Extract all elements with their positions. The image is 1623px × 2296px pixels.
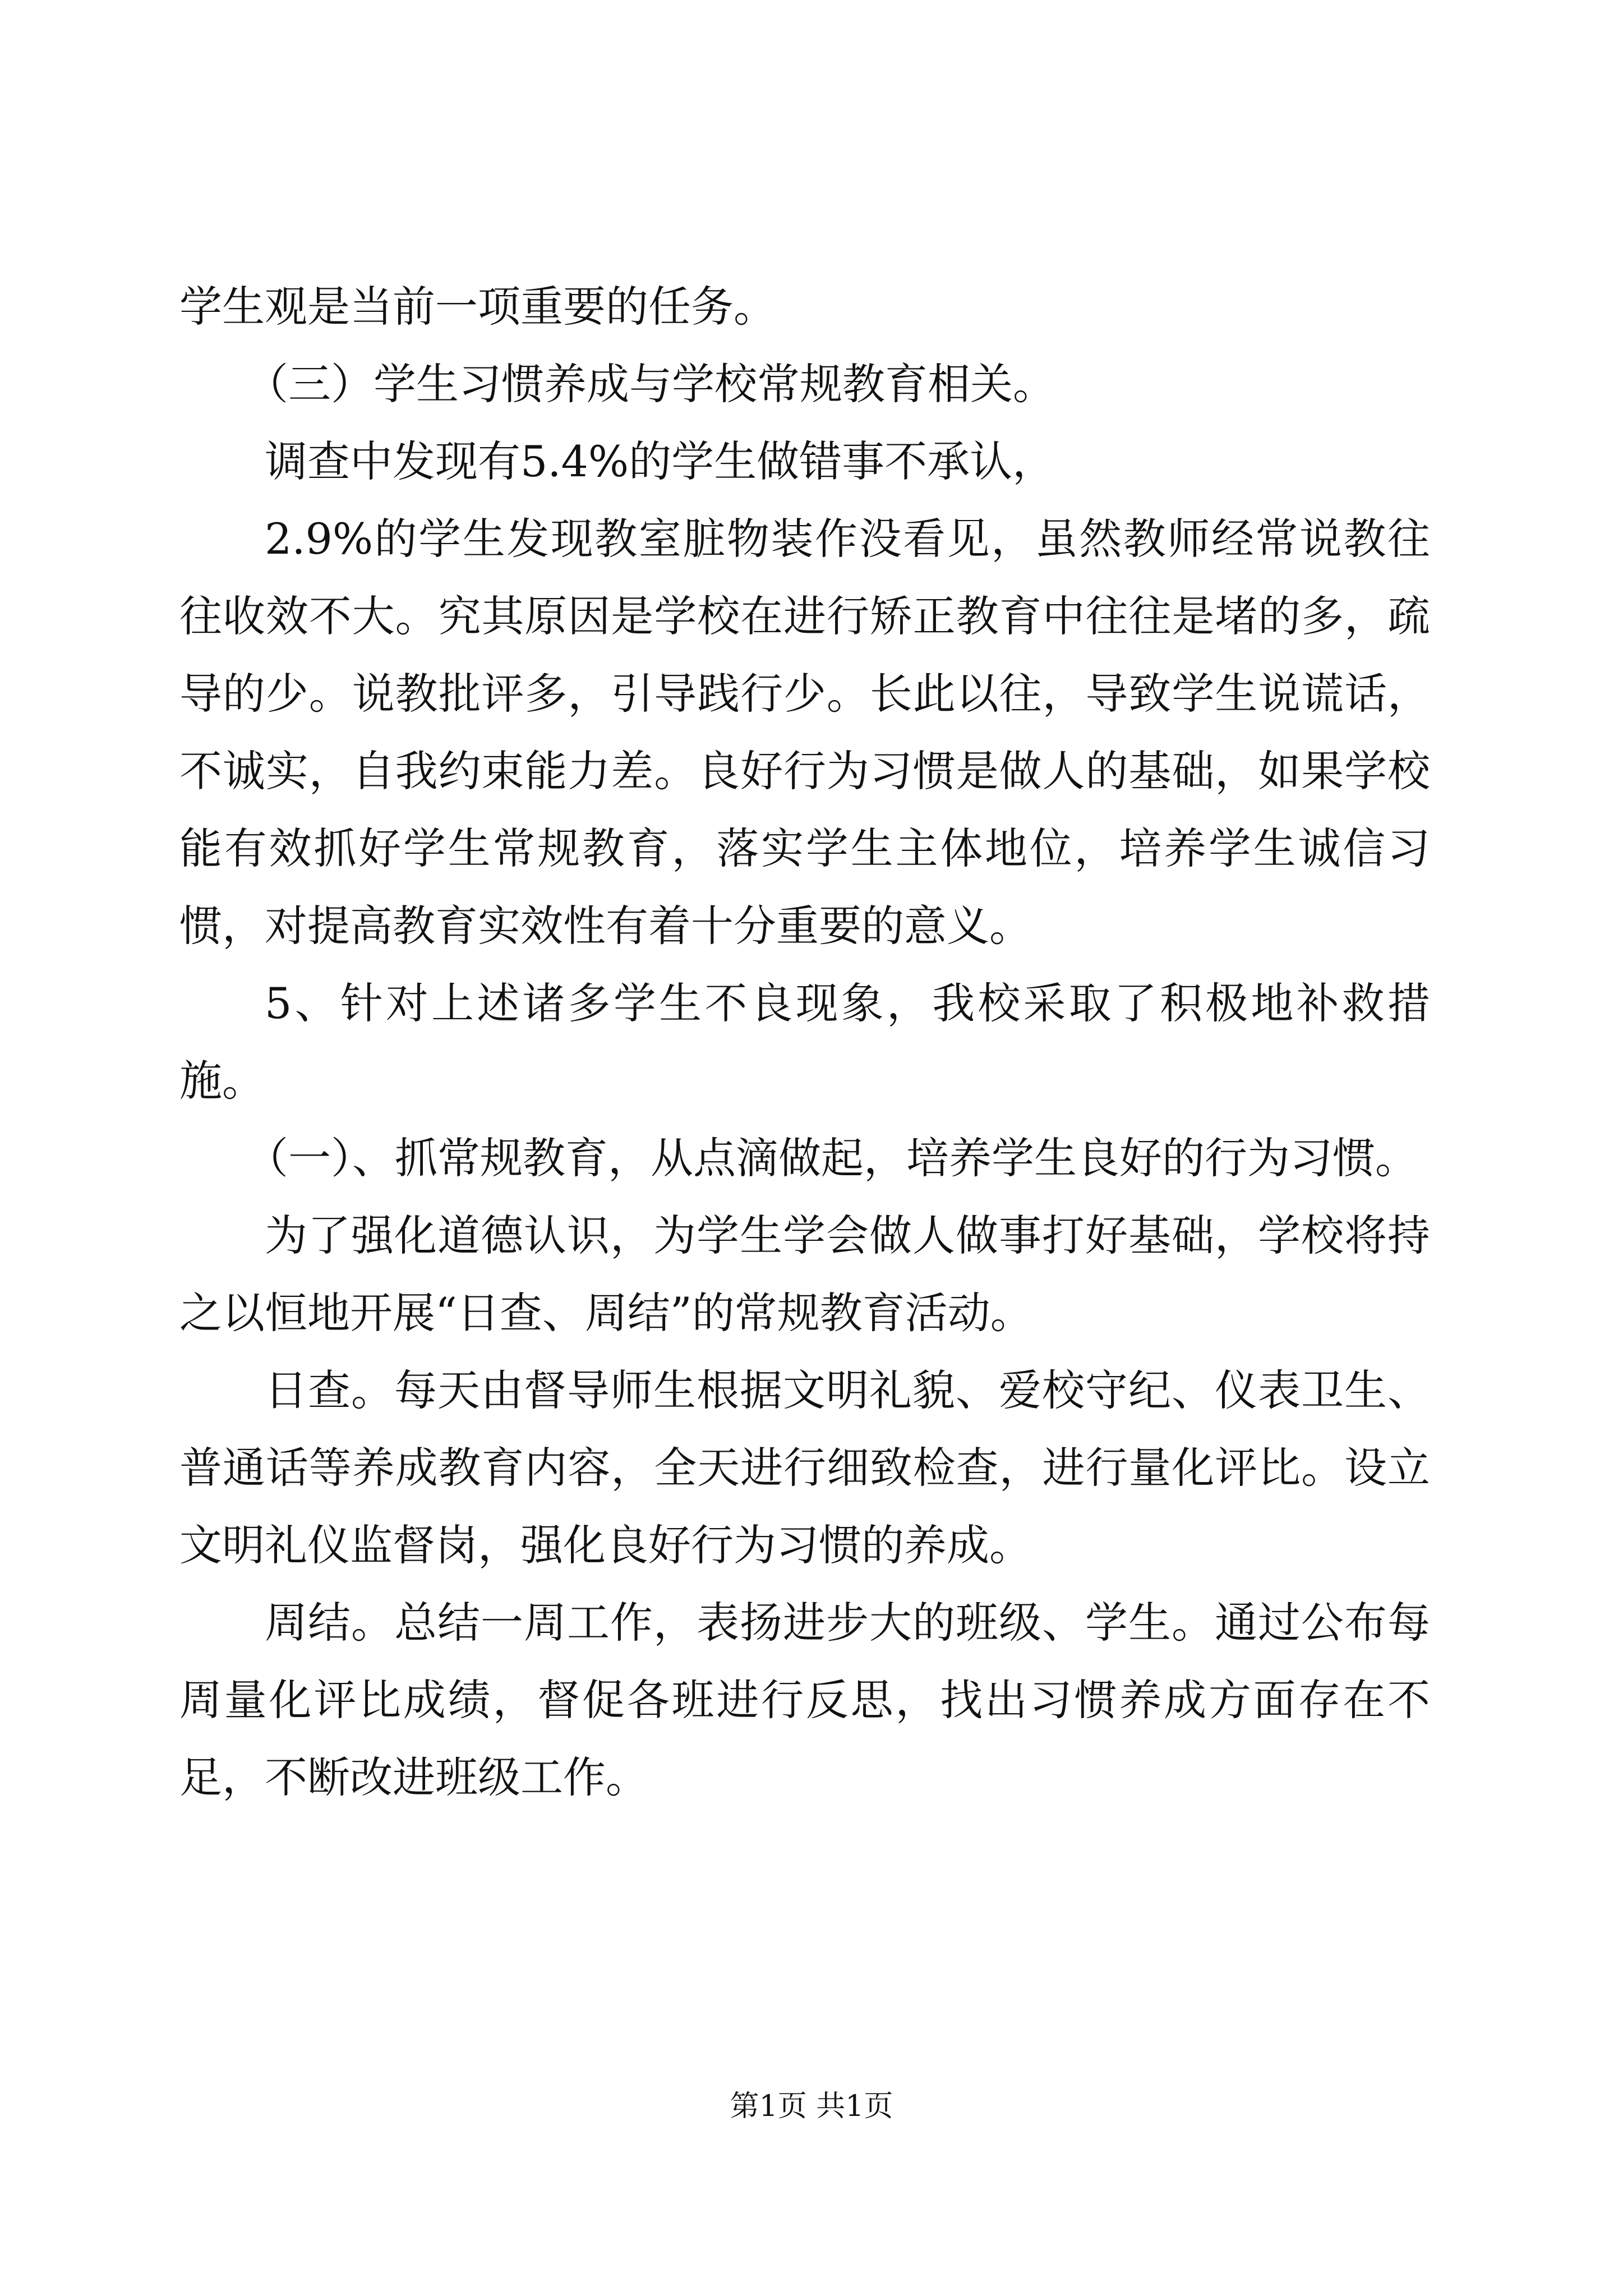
paragraph-survey-finding: 调查中发现有5.4%的学生做错事不承认， bbox=[265, 436, 1055, 486]
section-heading-three: （三）学生习惯养成与学校常规教育相关。 bbox=[246, 359, 1055, 409]
paragraph-analysis: 2.9%的学生发现教室脏物装作没看见，虽然教师经常说教往往收效不大。究其原因是学校在进行矫正教育中往往是堵的多，疏导的少。说教批评多，引导践行少。长此以往，导致学生说谎话，不诚实，自我约束能力差。良好行为习惯是做人的基础，如果学校能有效抓好学生常规教育，落实学生主体地位，培养学生诚信习惯，对提高教育实效性有着十分重要的意义。 bbox=[179, 514, 1430, 951]
paragraph-daily-check: 日查。每天由督导师生根据文明礼貌、爱校守纪、仪表卫生、普通话等养成教育内容，全天进行细致检查，进行量化评比。设立文明礼仪监督岗，强化良好行为习惯的养成。 bbox=[179, 1365, 1430, 1570]
page-footer: 第1页 共1页 bbox=[730, 2090, 893, 2123]
paragraph-continuation: 学生观是当前一项重要的任务。 bbox=[179, 282, 776, 332]
paragraph-routine-education: 为了强化道德认识，为学生学会做人做事打好基础，学校将持之以恒地开展“日查、周结”的常规教育活动。 bbox=[179, 1211, 1430, 1338]
paragraph-weekly-summary: 周结。总结一周工作，表扬进步大的班级、学生。通过公布每周量化评比成绩，督促各班进行反思，找出习惯养成方面存在不足，不断改进班级工作。 bbox=[179, 1598, 1430, 1802]
paragraph-item-five: 5、针对上述诸多学生不良现象，我校采取了积极地补救措施。 bbox=[179, 978, 1430, 1106]
document-body bbox=[179, 268, 1430, 1816]
section-heading-one: （一）、抓常规教育，从点滴做起，培养学生良好的行为习惯。 bbox=[246, 1133, 1418, 1183]
